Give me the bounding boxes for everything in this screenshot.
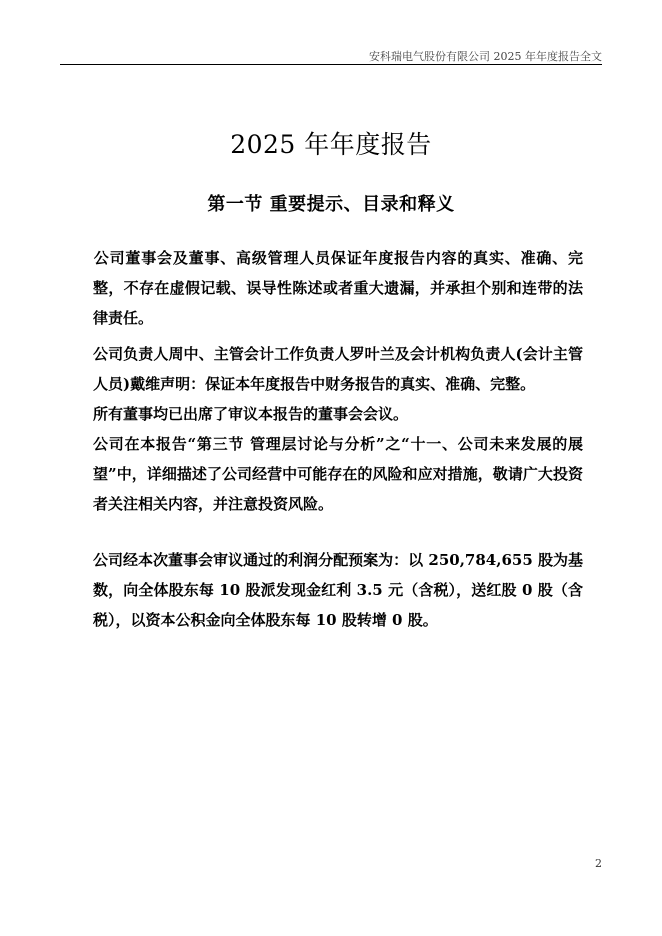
paragraph-profit-distribution: 公司经本次董事会审议通过的利润分配预案为：以 250,784,655 股为基数，向全体股东每 10 股派发现金红利 3.5 元（含税），送红股 0 股（含税），以资本公积金向全体股东每 10 股转增 0 股。 — [93, 551, 583, 629]
report-title: 2025 年年度报告 — [230, 130, 432, 159]
paragraph-risk-notice: 公司在本报告“第三节 管理层讨论与分析”之“十一、公司未来发展的展望”中，详细描述了公司经营中可能存在的风险和应对措施，敬请广大投资者关注相关内容，并注意投资风险。 — [93, 435, 583, 513]
paragraph-directors-attendance: 所有董事均已出席了审议本报告的董事会会议。 — [93, 405, 409, 423]
running-header-title: 安科瑞电气股份有限公司 2025 年年度报告全文 — [369, 50, 602, 63]
page-number: 2 — [595, 857, 602, 870]
paragraph-board-guarantee: 公司董事会及董事、高级管理人员保证年度报告内容的真实、准确、完整，不存在虚假记载、误导性陈述或者重大遗漏，并承担个别和连带的法律责任。 — [93, 249, 583, 327]
section-heading: 第一节 重要提示、目录和释义 — [207, 194, 455, 215]
header-divider — [60, 64, 602, 65]
paragraph-responsible-persons: 公司负责人周中、主管会计工作负责人罗叶兰及会计机构负责人(会计主管人员)戴维声明：保证本年度报告中财务报告的真实、准确、完整。 — [93, 345, 583, 393]
